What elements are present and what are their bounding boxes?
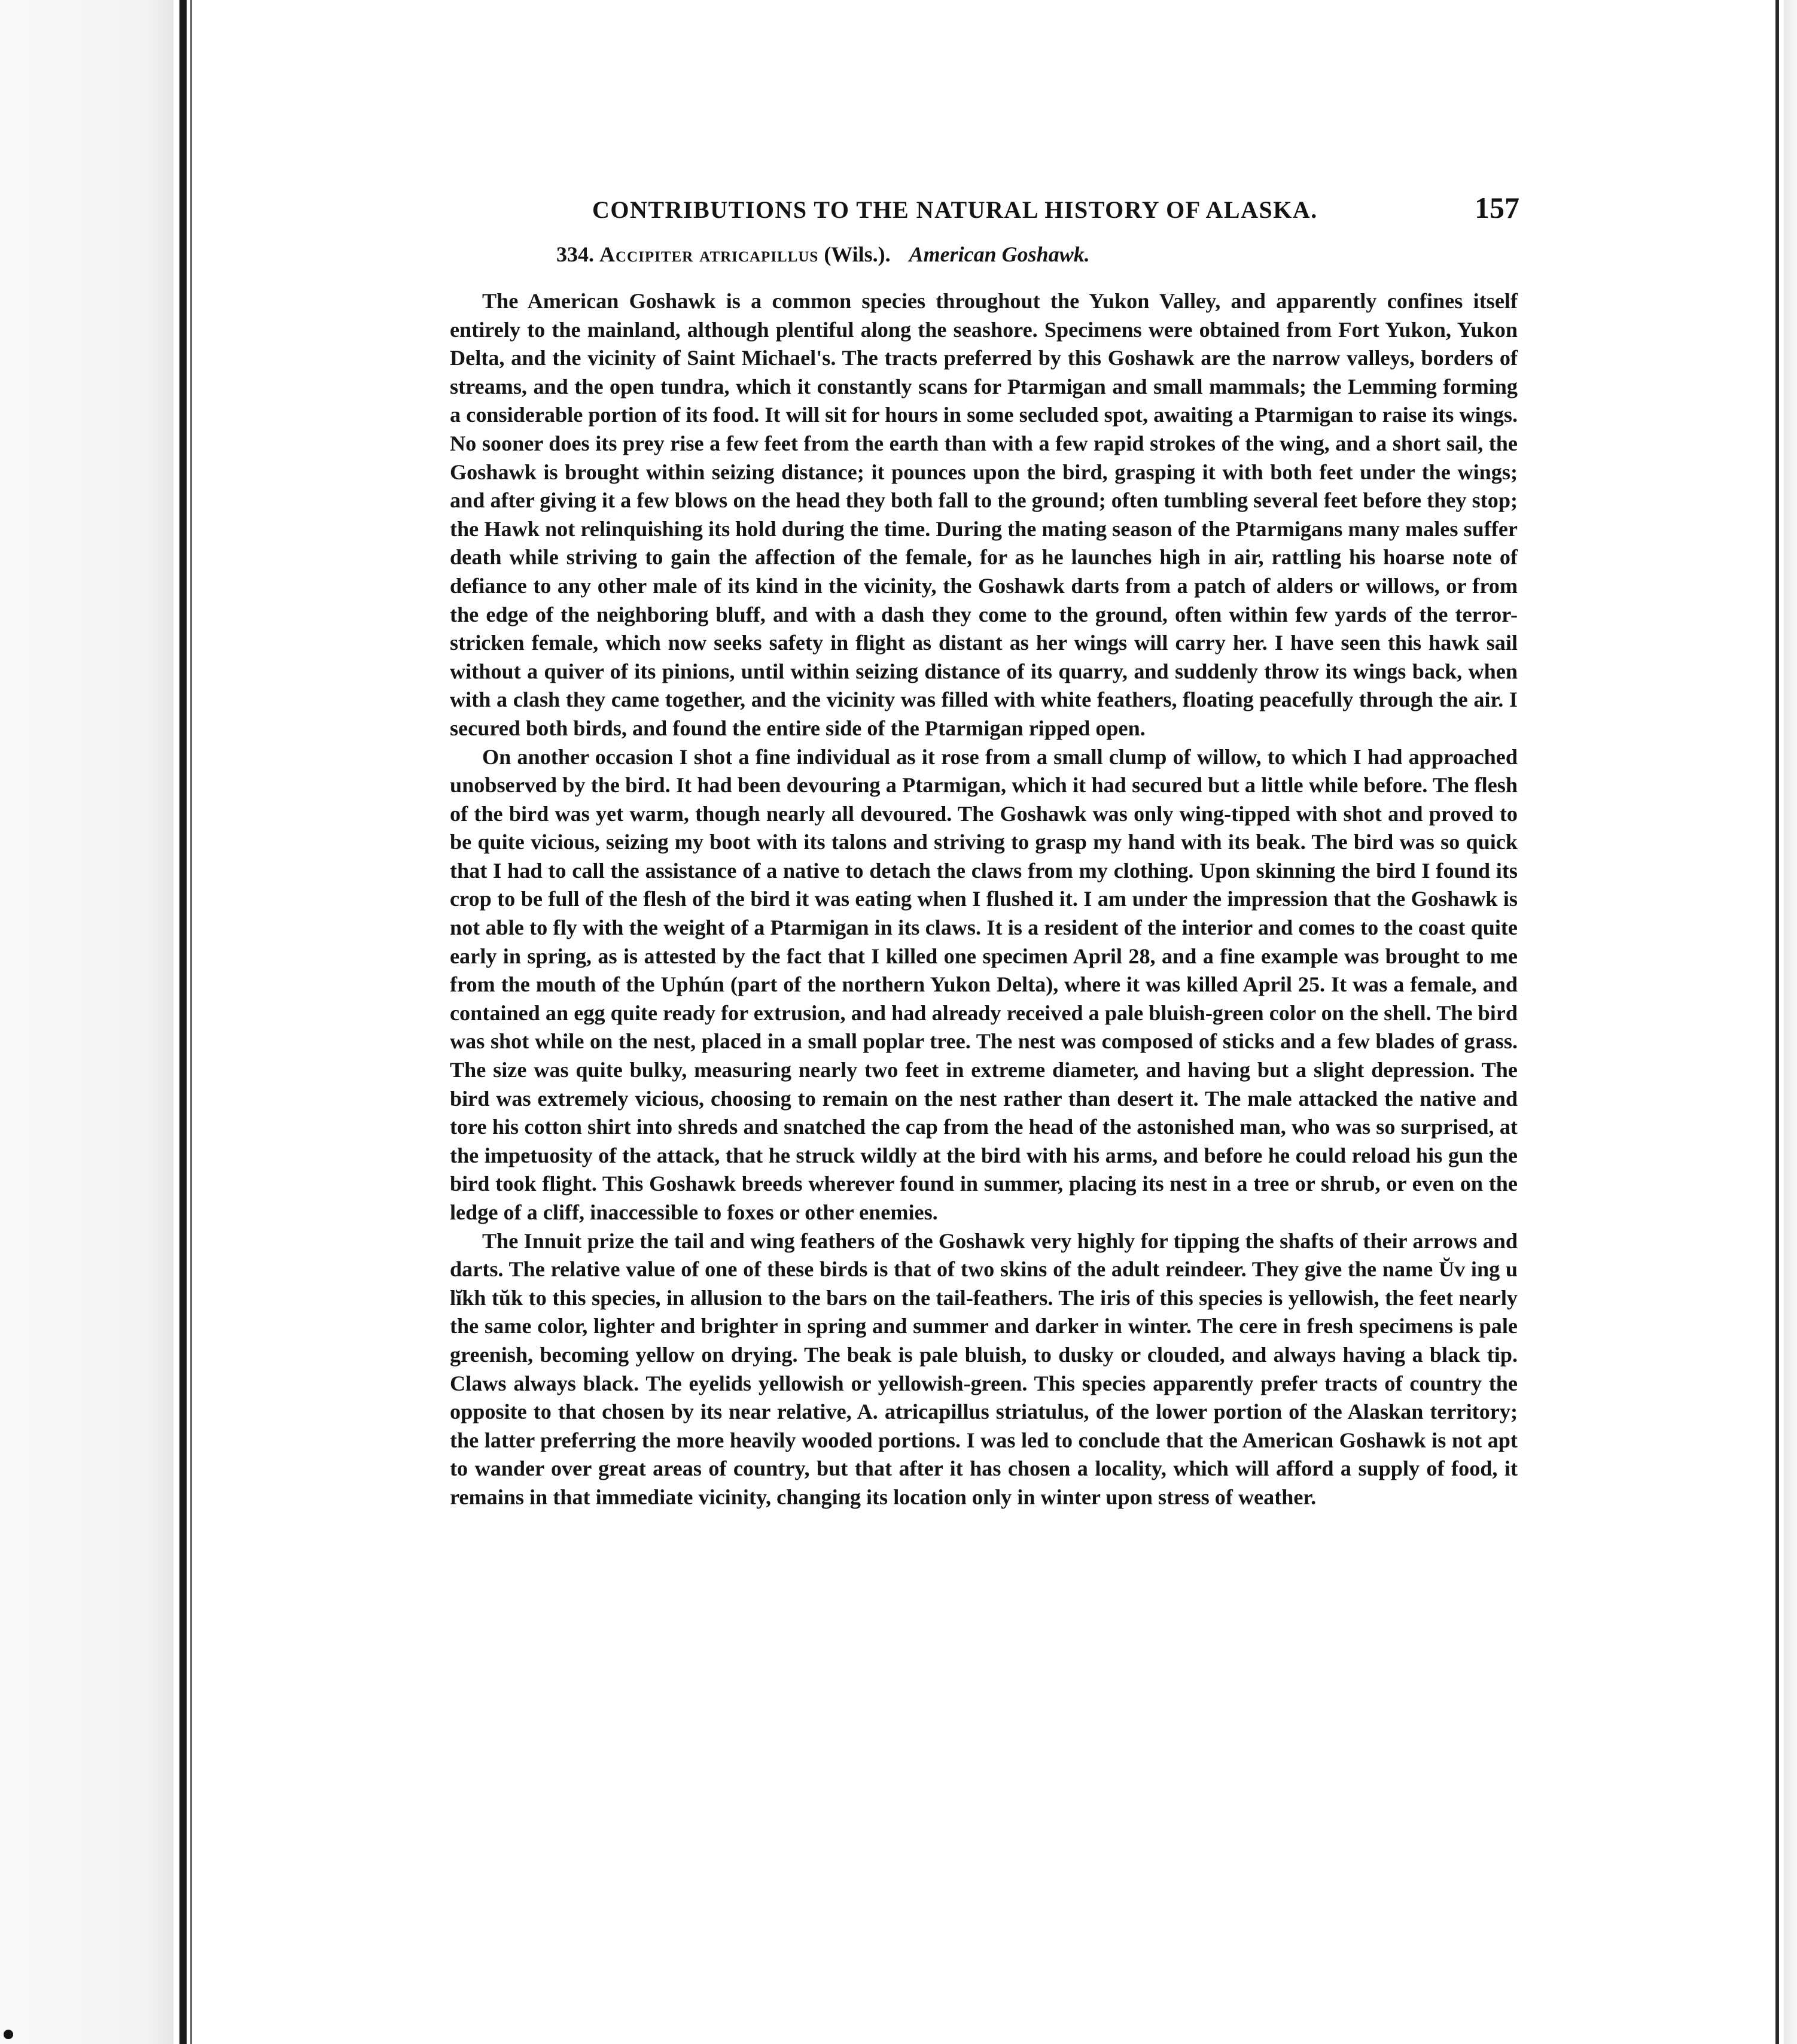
paragraph: On another occasion I shot a fine individual as it rose from a small clump of willow, to which I had approached unobserved by the bird. It had been devouring a Ptarmigan, which it had secured but a little while before. The flesh of the bird was yet warm, though nearly all devoured. The Goshawk was only wing-tipped with shot and proved to be quite vicious, seizing my boot with its talons and striving to grasp my hand with its beak. The bird was so quick that I had to call the assistance of a native to detach the claws from my clothing. Upon skinning the bird I found its crop to be full of the flesh of the bird it was eating when I flushed it. I am under the impression that the Goshawk is not able to fly with the weight of a Ptarmigan in its claws. It is a resident of the interior and comes to the coast quite early in spring, as is attested by the fact that I killed one specimen April 28, and a fine example was brought to me from the mouth of the Uphún (part of the northern Yukon Delta), where it was killed April 25. It was a female, and contained an egg quite ready for extrusion, and had already received a pale bluish-green color on the shell. The bird was shot while on the nest, placed in a small poplar tree. The nest was composed of sticks and a few blades of grass. The size was quite bulky, measuring nearly two feet in extreme diameter, and having but a slight depression. The bird was extremely vicious, choosing to remain on the nest rather than desert it. The male attacked the native and tore his cotton shirt into shreds and snatched the cap from the head of the astonished man, who was so surprised, at the impetuosity of the attack, that he struck wildly at the bird with his arms, and before he could reload his gun the bird took flight. This Goshawk breeds wherever found in summer, placing its nest in a tree or shrub, or even on the ledge of a cliff, inaccessible to foxes or other enemies. [450, 744, 1518, 1224]
article-body [450, 287, 1518, 1512]
paragraph: The Innuit prize the tail and wing feathers of the Goshawk very highly for tipping the shafts of their arrows and darts. The relative value of one of these birds is that of two skins of the adult reindeer. They give the name Ŭv ing u lĭkh tŭk to this species, in allusion to the bars on the tail-feathers. The iris of this species is yellowish, the feet nearly the same color, lighter and brighter in spring and summer and darker in winter. The cere in fresh specimens is pale greenish, becoming yellow on drying. The beak is pale bluish, to dusky or clouded, and always having a black tip. Claws always black. The eyelids yellowish or yellowish-green. This species apparently prefer tracts of country the opposite to that chosen by its near relative, A. atricapillus striatulus, of the lower portion of the Alaskan territory; the latter preferring the more heavily wooded portions. I was led to conclude that the American Goshawk is not apt to wander over great areas of country, but that after it has chosen a locality, which will afford a supply of food, it remains in that immediate vicinity, changing its location only in winter upon stress of weather. [450, 1228, 1518, 1509]
scientific-name: Accipiter atricapillus [599, 242, 819, 266]
page-edge-line [1775, 0, 1779, 2044]
scan-corner-mark [4, 2030, 13, 2039]
page-number: 157 [1475, 191, 1519, 224]
paragraph: The American Goshawk is a common species throughout the Yukon Valley, and apparently confines itself entirely to the mainland, although plentiful along the seashore. Specimens were obtained from Fort Yukon, Yukon Delta, and the vicinity of Saint Michael's. The tracts preferred by this Goshawk are the narrow valleys, borders of streams, and the open tundra, which it constantly scans for Ptarmigan and small mammals; the Lemming forming a considerable portion of its food. It will sit for hours in some secluded spot, awaiting a Ptarmigan to raise its wings. No sooner does its prey rise a few feet from the earth than with a few rapid strokes of the wing, and a short sail, the Goshawk is brought within seizing distance; it pounces upon the bird, grasping it with both feet under the wings; and after giving it a few blows on the head they both fall to the ground; often tumbling several feet before they stop; the Hawk not relinquishing its hold during the time. During the mating season of the Ptarmigans many males suffer death while striving to gain the affection of the female, for as he launches high in air, rattling his hoarse note of defiance to any other male of its kind in the vicinity, the Goshawk darts from a patch of alders or willows, or from the edge of the neighboring bluff, and with a dash they come to the ground, often within few yards of the terror-stricken female, which now seeks safety in flight as distant as her wings will carry her. I have seen this hawk sail without a quiver of its pinions, until within seizing distance of its quarry, and suddenly throw its wings back, when with a clash they came together, and the vicinity was filled with white feathers, floating peacefully through the air. I secured both birds, and found the entire side of the Ptarmigan ripped open. [450, 289, 1518, 740]
binding-edge-shadow [190, 0, 192, 2044]
page-header [592, 190, 1519, 225]
binding-edge-line [179, 0, 187, 2044]
species-heading [556, 242, 1090, 267]
scan-gutter-left [0, 0, 173, 2044]
species-authority: (Wils.). [824, 242, 891, 266]
species-number: 334. [556, 242, 594, 266]
running-title: CONTRIBUTIONS TO THE NATURAL HISTORY OF ALASKA. [592, 196, 1318, 223]
common-name: American Goshawk. [909, 242, 1090, 266]
scan-edge-right [1784, 0, 1797, 2044]
